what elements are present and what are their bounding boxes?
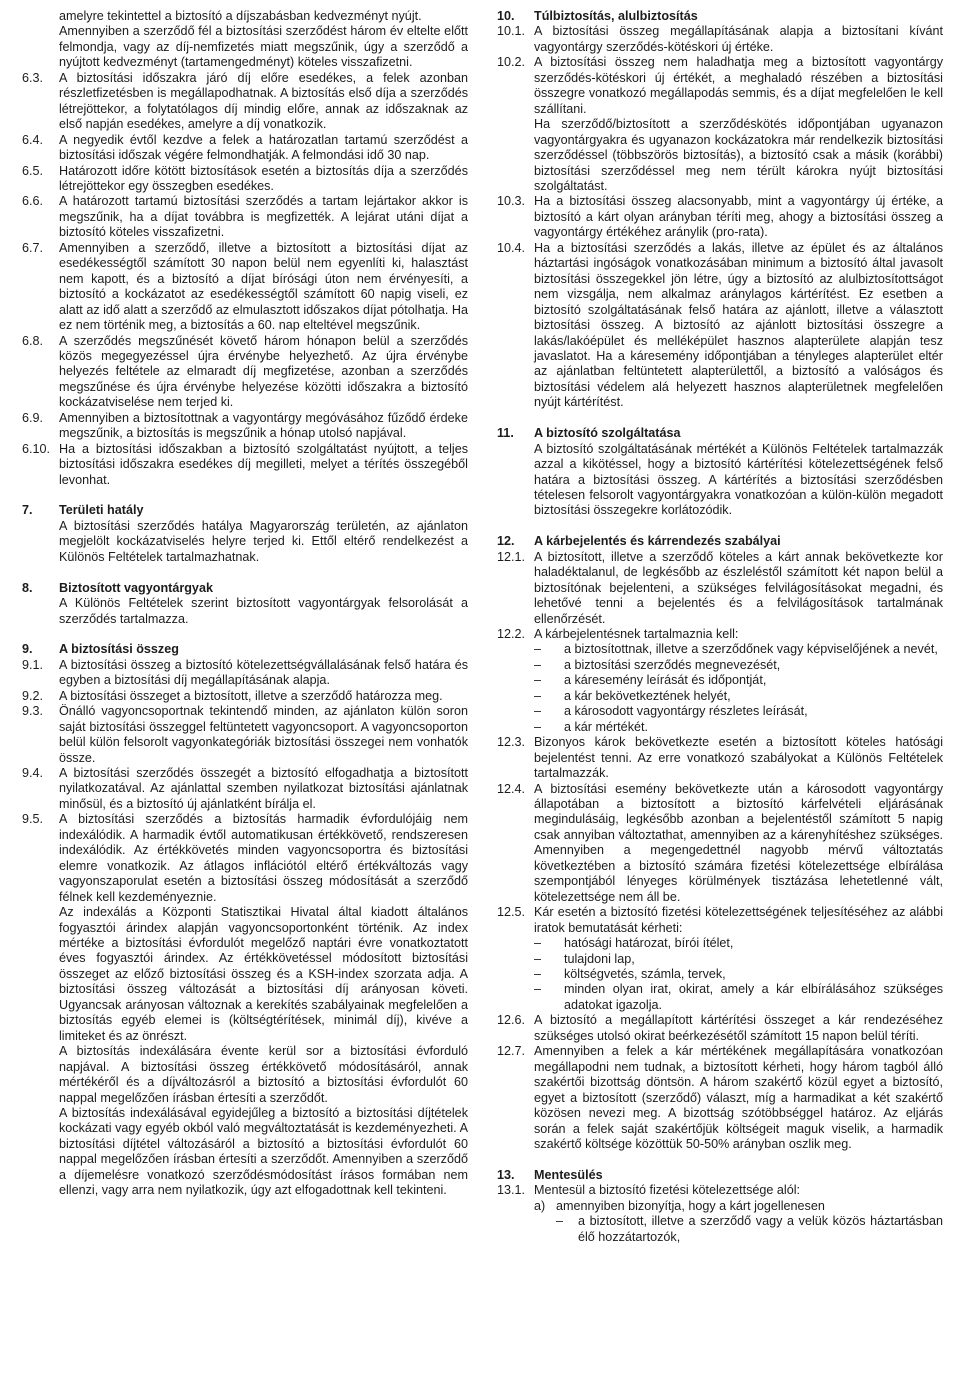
numbered-clause	[497, 782, 943, 906]
clause-text: A biztosított, illetve a szerződő köteles a kárt annak bekövetkezte kor haladéktalanul, de legkésőbb az észleléstől számított két napon belül a biztosítónak bejelenteni, a szükséges felvilágosításokat megadni, és lehetővé tenni a bejelentés és a felvilágosítások tartalmának ellenőrzését.	[534, 549, 943, 626]
clause-text: A biztosítási szerződés a biztosítás harmadik évfordulójáig nem indexálódik. A harmadik évtől automatikusan értékkövető, rendszeresen indexálódik. Az értékkövetés minden vagyoncsoportra és biztosítási elemre vonatkozik. Az átlagos inflációtól eltérő értékváltozás vagy vagyonszaporulat esetén a biztosítási összeg módosítását a szerződő félnek kell kezdeményeznie.	[59, 812, 468, 904]
clause-text: Ha a biztosítási időszakban a biztosító szolgáltatást nyújtott, a teljes biztosítási időszakra esedékes díj megilleti, melyet a térítés összegéből levonhat.	[59, 441, 468, 487]
numbered-clause	[22, 164, 468, 195]
section-title: Mentesülés	[534, 1167, 603, 1182]
clause-text: Amennyiben a felek a kár mértékének megállapítására vonatkozóan megállapodni nem tudnak, a biztosított kérheti, hogy három tagból álló szakértői bizottság döntsön. A három szakértő közül egyet a biztosító, egyet a biztosított (szerződő) választ, míg a harmadikat a két szakértő közösen nevezi meg. A bizottság szótöbbséggel határoz. Az eljárás során a felek saját szakértőjük költségeit maguk viselik, a harmadik szakértő költsége közöttük 50-50% arányban oszlik meg.	[534, 1044, 943, 1151]
clause-number: 6.8.	[22, 333, 44, 348]
dash-marker: –	[534, 688, 542, 703]
list-item-text: a károsodott vagyontárgy részletes leírását,	[564, 704, 808, 719]
body-paragraph	[22, 905, 468, 1044]
clause-text: Ha a biztosítási szerződés a lakás, illetve az épület és az általános háztartási ingóságok vonatkozásában minimum a biztosító által javasolt biztosítási összegekkel jön létre, úgy a biztosító az alulbiztosítottságot nem vizsgálja, nem alkalmaz aránylagos kártérítést. Ez esetben a biztosító szolgáltatásának felső határa az ajánlott, illetve a választott biztosítási összeg. A biztosító az ajánlott biztosítási összegre a lakás/lakóépület és melléképület hasznos alapterülete alapján tesz javaslatot. Ha a káresemény időpontjában a tényleges alapterület eltér az ajánlatban feltüntetett alapterülettől, a biztosító a valóságos és biztosítási védelem alá helyezett hasznos alapterületnek megfelelően nyújt kártérítést.	[534, 240, 943, 410]
section-heading	[22, 581, 468, 596]
section-title: A biztosítási összeg	[59, 642, 179, 657]
clause-text: A biztosítási összeg a biztosító kötelezettségvállalásának felső határa és egyben a biztosítási díj megállapításának alapja.	[59, 657, 468, 688]
clause-number: 12.2.	[497, 627, 526, 641]
list-item-text: a káresemény leírását és időpontját,	[564, 673, 767, 688]
clause-number: 6.4.	[22, 132, 44, 147]
dash-marker: –	[534, 657, 542, 672]
continued-paragraph	[22, 24, 468, 70]
body-paragraph	[497, 117, 943, 194]
section-heading	[497, 9, 943, 24]
clause-text: A biztosítási összeget a biztosított, illetve a szerződő határozza meg.	[59, 688, 443, 703]
numbered-clause	[497, 24, 943, 55]
dash-list-item	[497, 689, 943, 704]
paragraph-text: Amennyiben a szerződő fél a biztosítási szerződést három év eltelte előtt felmondja, vagy az díj-nemfizetés miatt megszűnik, úgy a szerződő a nyújtott kedvezményt (tartamengedményt) köteles visszafizetni.	[59, 24, 468, 70]
clause-number: 9.5.	[22, 812, 44, 827]
dash-marker: –	[534, 966, 542, 981]
clause-text: A biztosítási összeg nem haladhatja meg a biztosított vagyontárgy szerződés-kötéskori új értékét, a meghaladó részében a biztosítási összegre vonatkozó megállapodás semmis, és a díjat megfelelően le kell szállítani.	[534, 55, 943, 116]
numbered-clause	[22, 241, 468, 334]
numbered-clause	[22, 766, 468, 812]
dash-marker: –	[534, 936, 542, 951]
dash-item-body	[534, 952, 943, 967]
letter-marker: a)	[534, 1198, 546, 1213]
numbered-clause	[22, 133, 468, 164]
clause-text: A biztosító a megállapított kártérítési összeget a kár rendezéséhez szükséges utolsó okirat beérkezésétől számított 15 napon belül téríti.	[534, 1013, 943, 1043]
numbered-clause	[497, 735, 943, 781]
list-item-text: a kár bekövetkeztének helyét,	[564, 688, 731, 703]
dash-list-item	[497, 720, 943, 735]
dash-list-item	[497, 936, 943, 951]
dash-item-body	[534, 673, 943, 688]
body-paragraph	[22, 1106, 468, 1199]
section-title: A biztosító szolgáltatása	[534, 426, 681, 441]
clause-text: Bizonyos károk bekövetkezte esetén a biztosított köteles hatósági bejelentést tenni. Az erre vonatkozó szabályokat a Különös Feltételek tartalmazzák.	[534, 735, 943, 781]
clause-number: 6.6.	[22, 194, 44, 209]
section-number: 10.	[497, 9, 515, 23]
clause-number: 10.3.	[497, 194, 526, 209]
dash-list-item	[497, 704, 943, 719]
numbered-clause	[22, 704, 468, 766]
dash-list-item	[497, 967, 943, 982]
dash-marker: –	[534, 719, 542, 734]
section-spacer	[497, 411, 943, 426]
dash-marker: –	[534, 642, 542, 657]
clause-text: Mentesül a biztosító fizetési kötelezettsége alól:	[534, 1183, 801, 1198]
clause-number: 10.4.	[497, 240, 526, 255]
body-paragraph	[22, 1044, 468, 1106]
section-spacer	[497, 519, 943, 534]
dash-marker: –	[534, 704, 542, 719]
section-spacer	[22, 565, 468, 580]
numbered-clause	[22, 334, 468, 411]
section-number: 9.	[22, 642, 33, 657]
section-title: Biztosított vagyontárgyak	[59, 580, 213, 595]
nested-indent	[534, 1214, 943, 1245]
section-heading	[497, 1168, 943, 1183]
numbered-clause	[497, 1044, 943, 1152]
clause-text: Határozott időre kötött biztosítások esetén a biztosítás díja a szerződés létrejöttekor egy összegben esedékes.	[59, 163, 468, 193]
clause-text: Ha a biztosítási összeg alacsonyabb, mint a vagyontárgy új értéke, a biztosító a kárt olyan arányban téríti meg, ahogy a biztosítási összeg a vagyontárgy értékéhez aránylik (pro-rata).	[534, 194, 943, 240]
numbered-clause	[22, 411, 468, 442]
continued-paragraph	[22, 9, 468, 24]
paragraph-text: A biztosítási szerződés hatálya Magyarország területén, az ajánlaton megjelölt kockázatviselés helyre terjed ki. Ettől eltérő rendelkezést a Különös Feltételek tartalmazhatnak.	[59, 518, 468, 564]
dash-item-body	[534, 967, 943, 982]
numbered-clause	[22, 442, 468, 488]
clause-number: 13.1.	[497, 1183, 526, 1198]
section-title: Túlbiztosítás, alulbiztosítás	[534, 9, 698, 23]
clause-text: A biztosítási szerződés összegét a biztosító elfogadhatja a biztosított nyilatkozatával. Az ajánlattal szemben nyilatkozat biztosítási ajánlatnak minősül, és a biztosító új ajánlatként bírálja el.	[59, 766, 468, 811]
numbered-clause	[497, 55, 943, 117]
paragraph-text: A biztosítás indexálására évente kerül sor a biztosítási évforduló napjával. A biztosítási összeg értékkövető módosításáról, annak mértékéről és a díjváltozásról a biztosító a biztosítási évfordulót 60 nappal megelőzően írásban értesíti a szerződőt.	[59, 1044, 468, 1105]
clause-number: 10.2.	[497, 55, 526, 70]
clause-text: Kár esetén a biztosító fizetési kötelezettségének teljesítéséhez az alábbi iratok bemutatását kérheti:	[534, 905, 943, 935]
section-number: 11.	[497, 426, 514, 441]
paragraph-text: amelyre tekintettel a biztosító a díjszabásban kedvezményt nyújt.	[59, 9, 422, 23]
numbered-clause	[22, 71, 468, 133]
dash-item-body	[534, 720, 943, 735]
dash-item-body	[534, 689, 943, 704]
clause-number: 12.4.	[497, 781, 526, 796]
list-item-text: a kár mértékét.	[564, 719, 648, 734]
dash-list-item	[497, 673, 943, 688]
list-item-text: a biztosított, illetve a szerződő vagy a velük közös háztartásban élő hozzátartozók,	[578, 1214, 943, 1244]
numbered-clause	[22, 658, 468, 689]
list-item-text: amennyiben bizonyítja, hogy a kárt jogellenesen	[556, 1198, 825, 1213]
dash-list-item	[497, 982, 943, 1013]
dash-marker: –	[534, 951, 542, 966]
numbered-clause	[497, 905, 943, 936]
clause-number: 12.6.	[497, 1013, 526, 1028]
body-paragraph	[22, 596, 468, 627]
dash-marker: –	[534, 982, 542, 997]
list-item-text: költségvetés, számla, tervek,	[564, 966, 726, 981]
paragraph-text: Ha szerződő/biztosított a szerződéskötés időpontjában ugyanazon vagyontárgyakra és ugyanazon kockázatokra már rendelkezik biztosítási szerződéssel (többszörös biztosítás), a biztosító csak a másik (korábbi) biztosítási szerződéssel meg nem térült károkra nyújt biztosítási szolgáltatást.	[534, 117, 943, 193]
section-title: Területi hatály	[59, 503, 144, 518]
list-item-text: tulajdoni lap,	[564, 951, 635, 966]
clause-text: Önálló vagyoncsoportnak tekintendő minden, az ajánlaton külön soron saját biztosítási összeggel feltüntetett vagyoncsoport. A vagyoncsoporton belül külön felsorolt vagyonkategóriák biztosítási összegei nem vonhatók össze.	[59, 704, 468, 765]
left-column	[22, 9, 468, 1199]
body-paragraph	[497, 442, 943, 519]
clause-text: A határozott tartamú biztosítási szerződés a tartam lejártakor akkor is megszűnik, ha a díjat továbbra is megfizették. A lejárat utáni díjat a biztosító köteles visszafizetni.	[59, 194, 468, 240]
clause-number: 6.10.	[22, 441, 51, 456]
clause-number: 9.4.	[22, 766, 44, 781]
numbered-clause	[22, 194, 468, 240]
clause-number: 6.9.	[22, 410, 44, 425]
clause-number: 6.5.	[22, 163, 44, 178]
letter-item-body	[534, 1199, 943, 1214]
numbered-clause	[497, 550, 943, 627]
clause-text: A biztosítási összeg megállapításának alapja a biztosítani kívánt vagyontárgy szerződés-kötéskori új értéke.	[534, 24, 943, 54]
numbered-clause	[497, 194, 943, 240]
dash-marker: –	[534, 673, 542, 688]
clause-text: A biztosítási időszakra járó díj előre esedékes, a felek azonban részletfizetésben is megállapodhatnak. A biztosítás első díja a szerződés létrejöttekor, a folytatólagos díj mindig előre, annak az időszaknak az első napján esedékes, amelyre a díj vonatkozik.	[59, 70, 468, 132]
list-item-text: minden olyan irat, okirat, amely a kár elbírálásához szükséges adatokat igazolja.	[564, 982, 943, 1012]
clause-number: 12.7.	[497, 1044, 526, 1059]
body-paragraph	[22, 519, 468, 565]
dash-item-body	[556, 1214, 943, 1245]
dash-item-body	[534, 936, 943, 951]
dash-item-body	[534, 658, 943, 673]
dash-item-body	[534, 704, 943, 719]
clause-number: 9.2.	[22, 688, 44, 703]
clause-number: 12.3.	[497, 735, 526, 750]
numbered-clause	[497, 1013, 943, 1044]
clause-text: A negyedik évtől kezdve a felek a határozatlan tartamú szerződést a biztosítási időszak végére felmondhatják. A felmondási idő 30 nap.	[59, 132, 468, 163]
clause-number: 12.1.	[497, 549, 526, 564]
numbered-clause	[497, 1183, 943, 1198]
numbered-clause	[497, 241, 943, 411]
paragraph-text: A biztosító szolgáltatásának mértékét a Különös Feltételek tartalmazzák azzal a kikötéssel, hogy a biztosító kártérítési kötelezettségének felső határa a biztosítási összeg. A kártérítés a biztosítási szerződésben tételesen felsorolt vagyontárgyakra vonatkozóan a külön-külön megadott biztosítási összegekre korlátozódik.	[534, 441, 943, 518]
section-heading	[497, 426, 943, 441]
section-title: A kárbejelentés és kárrendezés szabályai	[534, 534, 781, 549]
section-spacer	[22, 627, 468, 642]
clause-text: Amennyiben a szerződő, illetve a biztosított a biztosítási díjat az esedékességtől számított 30 napon belül nem egyenlíti ki, halasztást nem kapott, és a biztosító a díjat bírósági úton nem érvényesíti, a biztosító a kockázatot az esedékességtől számított 60 napig viseli, ez alatt az idő alatt a szerződő az elmulasztott időszakos díjat pótolhatja. Ha ez nem történik meg, a biztosítás a 60. nap elteltével megszűnik.	[59, 240, 468, 333]
clause-text: A biztosítási esemény bekövetkezte után a károsodott vagyontárgy állapotában a biztosított a biztosító kárfelvételi eljárásának megindulásáig, legkésőbb azonban a bejelentéstől számított 5 napig csak annyiban változtathat, amennyiben az a kárenyhítéshez szükséges. Amennyiben a megengedettnél nagyobb mérvű változtatás következtében a biztosító számára fizetési kötelezettsége elbírálása szempontjából lényeges körülmények tisztázása lehetetlenné vált, kötelezettsége nem áll be.	[534, 781, 943, 904]
clause-number: 9.1.	[22, 657, 44, 672]
section-number: 12.	[497, 534, 515, 549]
nested-dash-item	[497, 1214, 943, 1245]
lettered-list-item	[497, 1199, 943, 1214]
section-heading	[22, 642, 468, 657]
clause-number: 10.1.	[497, 24, 526, 39]
paragraph-text: A Különös Feltételek szerint biztosított vagyontárgyak felsorolását a szerződés tartalmazza.	[59, 596, 468, 626]
right-column	[497, 9, 943, 1245]
list-item-text: a biztosítási szerződés megnevezését,	[564, 657, 781, 672]
dash-list-item	[497, 952, 943, 967]
section-spacer	[22, 488, 468, 503]
section-heading	[497, 534, 943, 549]
dash-item-body	[534, 642, 943, 657]
section-number: 13.	[497, 1167, 515, 1182]
clause-text: Amennyiben a biztosítottnak a vagyontárgy megóvásához fűződő érdeke megszűnik, a biztosítás is megszűnik a hónap utolsó napjával.	[59, 410, 468, 441]
clause-text: A szerződés megszűnését követő három hónapon belül a szerződés közös megegyezéssel újra érvénybe helyezhető. Az újra érvénybe helyezés feltétele az elmaradt díj megfizetése, azonban a szerződés megszűnése és újra érvénybe helyezése közötti időszakra a biztosító kockázatviselése nem terjed ki.	[59, 333, 468, 410]
list-item-text: a biztosítottnak, illetve a szerződőnek vagy képviselőjének a nevét,	[564, 642, 938, 657]
dash-list-item	[497, 658, 943, 673]
section-number: 8.	[22, 580, 33, 595]
section-heading	[22, 503, 468, 518]
list-item-text: hatósági határozat, bírói ítélet,	[564, 936, 734, 951]
clause-text: A kárbejelentésnek tartalmaznia kell:	[534, 627, 739, 641]
dash-list-item	[497, 642, 943, 657]
dash-marker: –	[556, 1214, 564, 1229]
numbered-clause	[497, 627, 943, 642]
section-spacer	[497, 1152, 943, 1167]
numbered-clause	[22, 812, 468, 905]
paragraph-text: A biztosítás indexálásával egyidejűleg a biztosító a biztosítási díjtételek kockázati vagy egyéb okból való megváltoztatását is kezdeményezheti. A biztosítási díjtétel változásáról a biztosító a biztosítási évfordulót 60 nappal megelőzően írásban értesíti a szerződőt. Amennyiben a szerződő a díjemelésre vonatkozó szerződésmódosítást írásos formában nem ellenzi, vagy arra nem nyilatkozik, úgy azt elfogadottnak kell tekinteni.	[59, 1105, 468, 1198]
clause-number: 12.5.	[497, 905, 526, 920]
paragraph-text: Az indexálás a Központi Statisztikai Hivatal által kiadott általános fogyasztói árindex alapján vagyoncsoportonként történik. Az index mértéke a biztosítási évfordulót megelőző naptári évre vonatkoztatott éves fogyasztói árindex. Az értékkövetéssel módosított biztosítási összeget az előző biztosítási összeg és a KSH-index szorzata adja. A biztosítási összeg változását a biztosítási díj arányosan követi. Ugyancsak arányosan változnak a kerekítés szabályainak megfelelően a biztosítás egyéb elemei is (költségtérítések, minimál díj), kivéve a limiteket és az önrészt.	[59, 905, 468, 1043]
section-number: 7.	[22, 503, 33, 518]
numbered-clause	[22, 689, 468, 704]
dash-item-body	[534, 982, 943, 1013]
clause-number: 9.3.	[22, 704, 44, 719]
clause-number: 6.7.	[22, 240, 44, 255]
clause-number: 6.3.	[22, 70, 44, 85]
